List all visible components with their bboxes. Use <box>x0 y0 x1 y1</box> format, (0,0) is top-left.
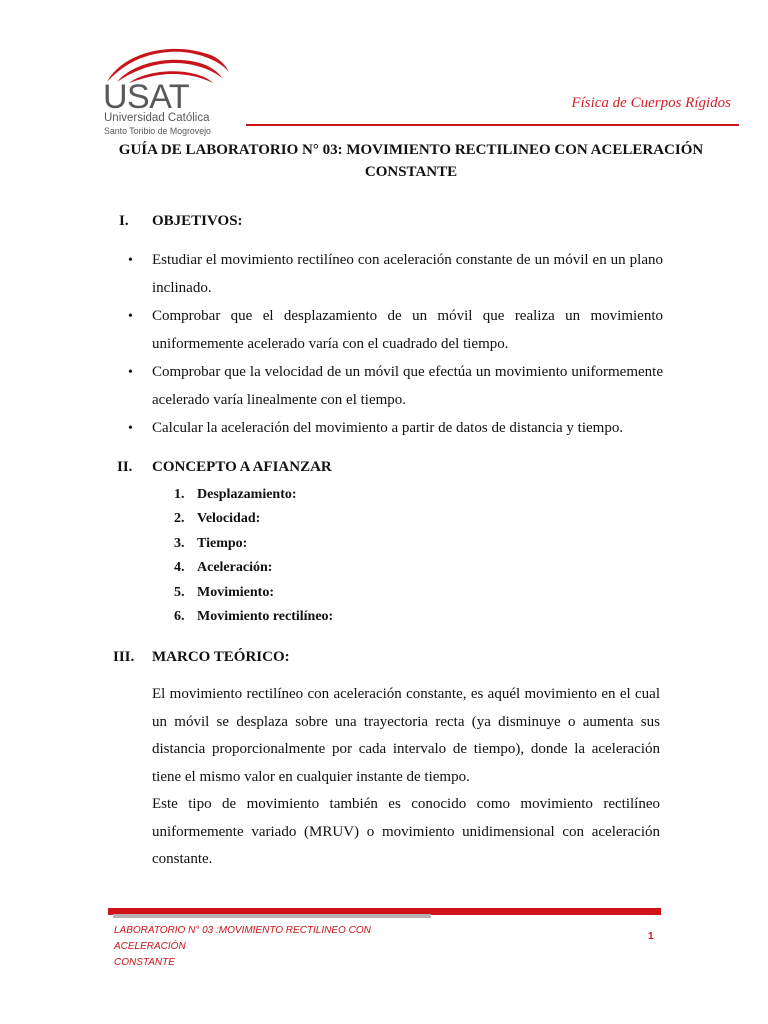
item-text: Movimiento: <box>197 584 274 600</box>
item-number: 3. <box>174 535 185 551</box>
item-text: Tiempo: <box>197 535 248 551</box>
list-item <box>174 556 333 580</box>
logo-wordmark: USAT <box>103 78 190 116</box>
list-item <box>174 483 333 507</box>
paragraph: El movimiento rectilíneo con aceleración constante, es aquél movimiento en el cual un móvil se desplaza sobre una trayectoria recta (ya disminuye o aumenta sus distancia proporcionalmente por cada intervalo de tiempo), donde la aceleración tiene el mismo valor en cualquier instante de tiempo. <box>152 686 660 785</box>
section-2-numeral: II. <box>117 459 133 475</box>
list-item <box>174 532 333 556</box>
section-1-heading: OBJETIVOS: <box>152 213 243 229</box>
list-item <box>174 605 333 629</box>
item-text: Movimiento rectilíneo: <box>197 609 334 625</box>
title-line-1: GUÍA DE LABORATORIO N° 03: MOVIMIENTO RECTILINEO CON ACELERACIÓN <box>118 142 704 158</box>
title-line-2: CONSTANTE <box>364 164 458 180</box>
list-item <box>174 507 333 531</box>
item-number: 4. <box>174 560 185 576</box>
item-number: 1. <box>174 487 185 502</box>
section-3-numeral: III. <box>113 649 135 665</box>
item-number: 6. <box>174 609 185 625</box>
item-text: Aceleración: <box>197 560 273 576</box>
item-text: Desplazamiento: <box>197 487 297 502</box>
document-title <box>100 139 722 183</box>
list-item: • Comprobar que el desplazamiento de un móvil que realiza un movimiento uniformemente acelerado varía con el cuadrado del tiempo. <box>128 303 663 358</box>
usat-logo <box>103 42 233 134</box>
course-name: Física de Cuerpos Rígidos <box>571 95 731 111</box>
item-text: Velocidad: <box>197 511 261 527</box>
header-divider <box>246 124 739 126</box>
footer-title <box>114 923 444 971</box>
logo-university-name: Universidad Católica <box>104 112 210 124</box>
section-2-heading: CONCEPTO A AFIANZAR <box>152 459 332 475</box>
page-number: 1 <box>648 931 654 942</box>
item-number: 2. <box>174 511 185 527</box>
logo-university-subname: Santo Toribio de Mogrovejo <box>104 126 211 136</box>
list-item <box>174 581 333 605</box>
concepts-list <box>174 483 333 629</box>
section-1-numeral: I. <box>119 213 129 229</box>
list-item: • Estudiar el movimiento rectilíneo con aceleración constante de un móvil en un plano inclinado. <box>128 247 663 302</box>
item-number: 5. <box>174 584 185 600</box>
paragraph: Este tipo de movimiento también es conocido como movimiento rectilíneo uniformemente variado (MRUV) o movimiento unidimensional con aceleración constante. <box>152 796 660 867</box>
section-3-heading: MARCO TEÓRICO: <box>152 649 290 665</box>
objectives-list <box>128 247 663 444</box>
footer-line-2: CONSTANTE <box>114 957 175 968</box>
footer-grey-bar <box>113 914 431 918</box>
footer-line-1: LABORATORIO N° 03 :MOVIMIENTO RECTILINEO CON ACELERACIÓN <box>114 925 371 952</box>
list-item: • Calcular la aceleración del movimiento a partir de datos de distancia y tiempo. <box>128 415 663 443</box>
list-item: • Comprobar que la velocidad de un móvil que efectúa un movimiento uniformemente acelerado varía linealmente con el tiempo. <box>128 359 663 414</box>
marco-teorico-body <box>152 681 660 874</box>
